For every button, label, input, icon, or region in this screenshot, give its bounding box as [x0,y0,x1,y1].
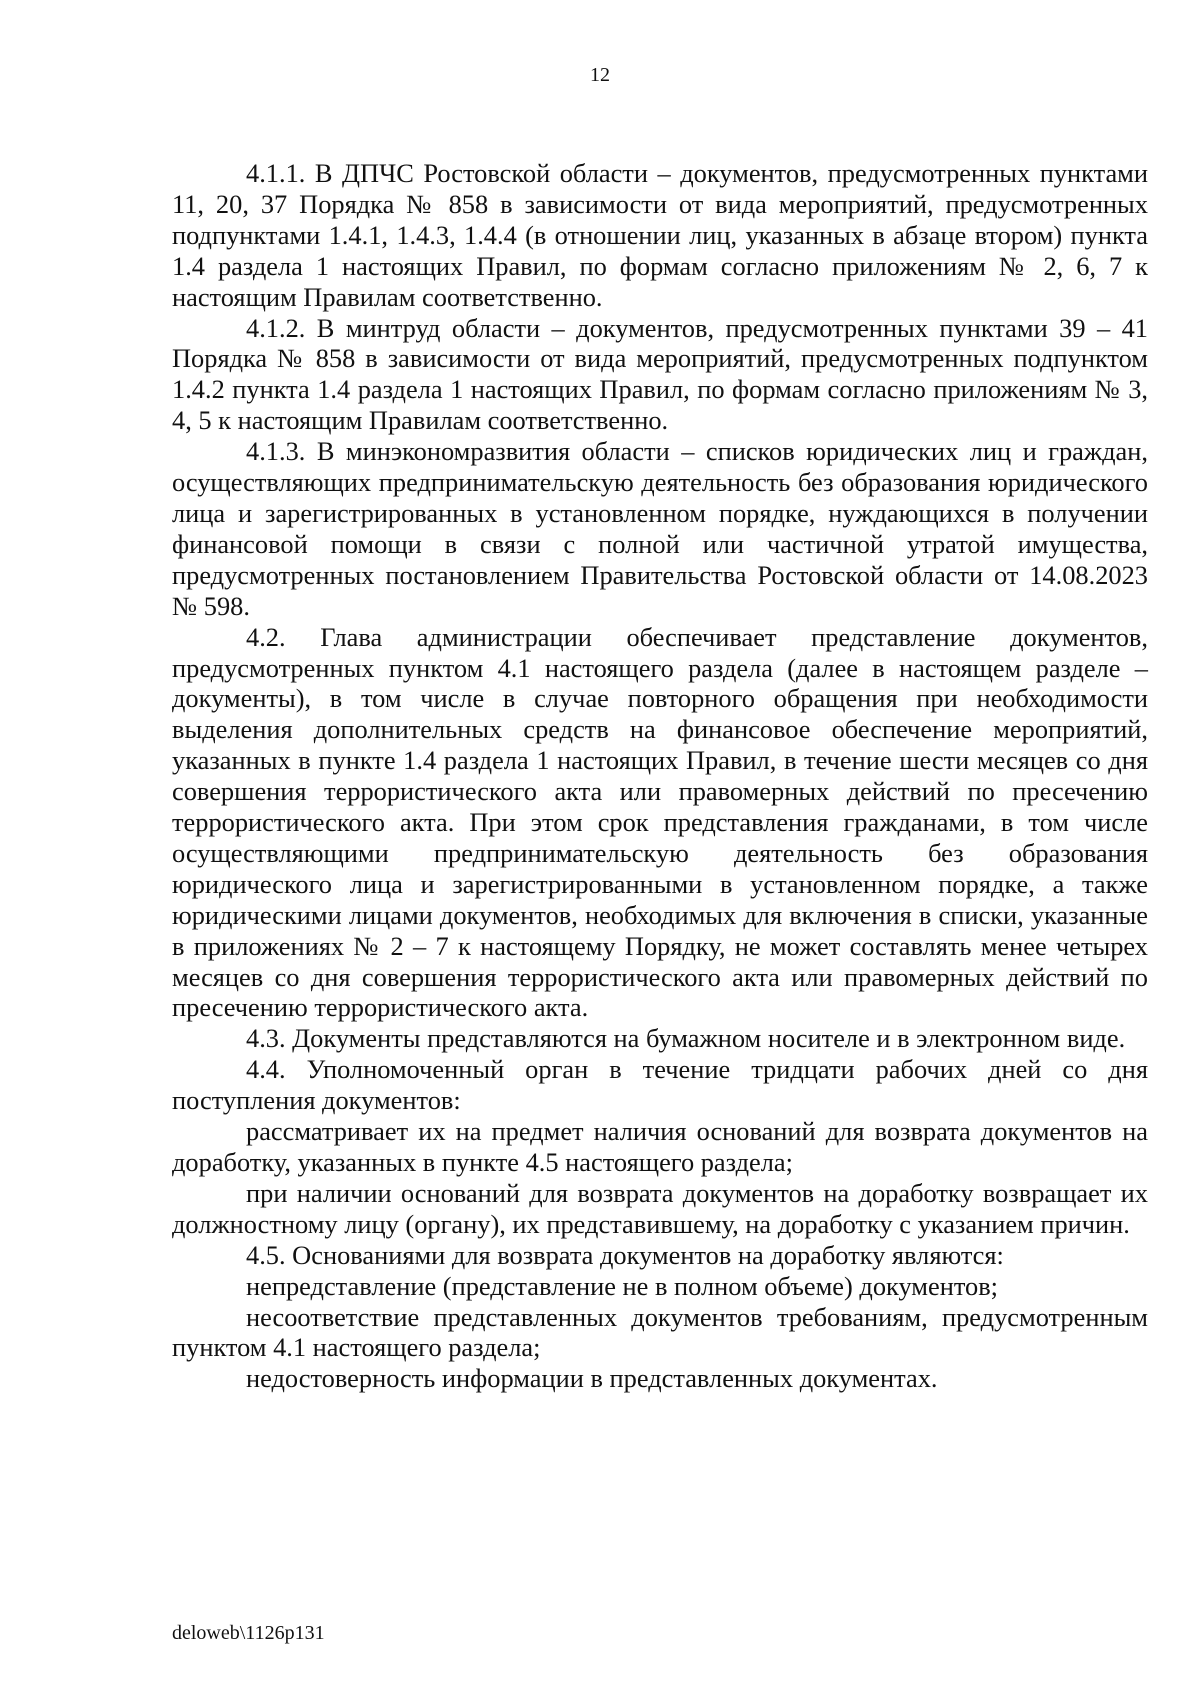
paragraph-4-1-3: 4.1.3. В минэкономразвития области – списков юридических лиц и граждан, осуществляющих предпринимательскую деятельность без образования юридического лица и зарегистрированных в установленном порядке, нуждающихся в получении финансовой помощи в связи с полной или частичной утратой имущества, предусмотренных постановлением Правительства Ростовской области от 14.08.2023 № 598. [172,436,1148,621]
paragraph-4-5-item-3: недостоверность информации в представленных документах. [246,1363,938,1394]
paragraph-4-5-item-2: несоответствие представленных документов требованиям, предусмотренным пунктом 4.1 настоящего раздела; [172,1301,1148,1363]
paragraph-4-4: 4.4. Уполномоченный орган в течение тридцати рабочих дней со дня поступления документов: [172,1054,1148,1116]
paragraph-4-4-item-1: рассматривает их на предмет наличия оснований для возврата документов на доработку, указанных в пункте 4.5 настоящего раздела; [172,1116,1148,1177]
paragraph-4-2: 4.2. Глава администрации обеспечивает представление документов, предусмотренных пунктом 4.1 настоящего раздела (далее в настоящем разделе – документы), в том числе в случае повторного обращения при необходимости выделения дополнительных средств на финансовое обеспечение мероприятий, указанных в пункте 1.4 раздела 1 настоящих Правил, в течение шести месяцев со дня совершения террористического акта или правомерных действий по пресечению террористического акта. При этом срок представления гражданами, в том числе осуществляющими предпринимательскую деятельность без образования юридического лица и зарегистрированными в установленном порядке, а также юридическими лицами документов, необходимых для включения в списки, указанные в приложениях № 2 – 7 к настоящему Порядку, не может составлять менее четырех месяцев со дня совершения террористического акта или правомерных действий по пресечению террористического акта. [172,621,1148,1023]
document-body [172,158,1148,1394]
footer-document-code: deloweb\1126p131 [172,1622,325,1644]
paragraph-4-5-item-1: непредставление (представление не в полном объеме) документов; [246,1270,999,1301]
page-number: 12 [590,64,610,86]
paragraph-4-4-item-2: при наличии оснований для возврата документов на доработку возвращает их должностному лицу (органу), их представившему, на доработку с указанием причин. [172,1177,1148,1239]
paragraph-4-3: 4.3. Документы представляются на бумажном носителе и в электронном виде. [246,1023,1126,1054]
paragraph-4-1-1: 4.1.1. В ДПЧС Ростовской области – документов, предусмотренных пунктами 11, 20, 37 Порядка № 858 в зависимости от вида мероприятий, предусмотренных подпунктами 1.4.1, 1.4.3, 1.4.4 (в отношении лиц, указанных в абзаце втором) пункта 1.4 раздела 1 настоящих Правил, по формам согласно приложениям № 2, 6, 7 к настоящим Правилам соответственно. [172,158,1148,312]
paragraph-4-5: 4.5. Основаниями для возврата документов на доработку являются: [246,1239,1004,1270]
paragraph-4-1-2: 4.1.2. В минтруд области – документов, предусмотренных пунктами 39 – 41 Порядка № 858 в зависимости от вида мероприятий, предусмотренных подпунктом 1.4.2 пункта 1.4 раздела 1 настоящих Правил, по формам согласно приложениям № 3, 4, 5 к настоящим Правилам соответственно. [172,312,1148,436]
